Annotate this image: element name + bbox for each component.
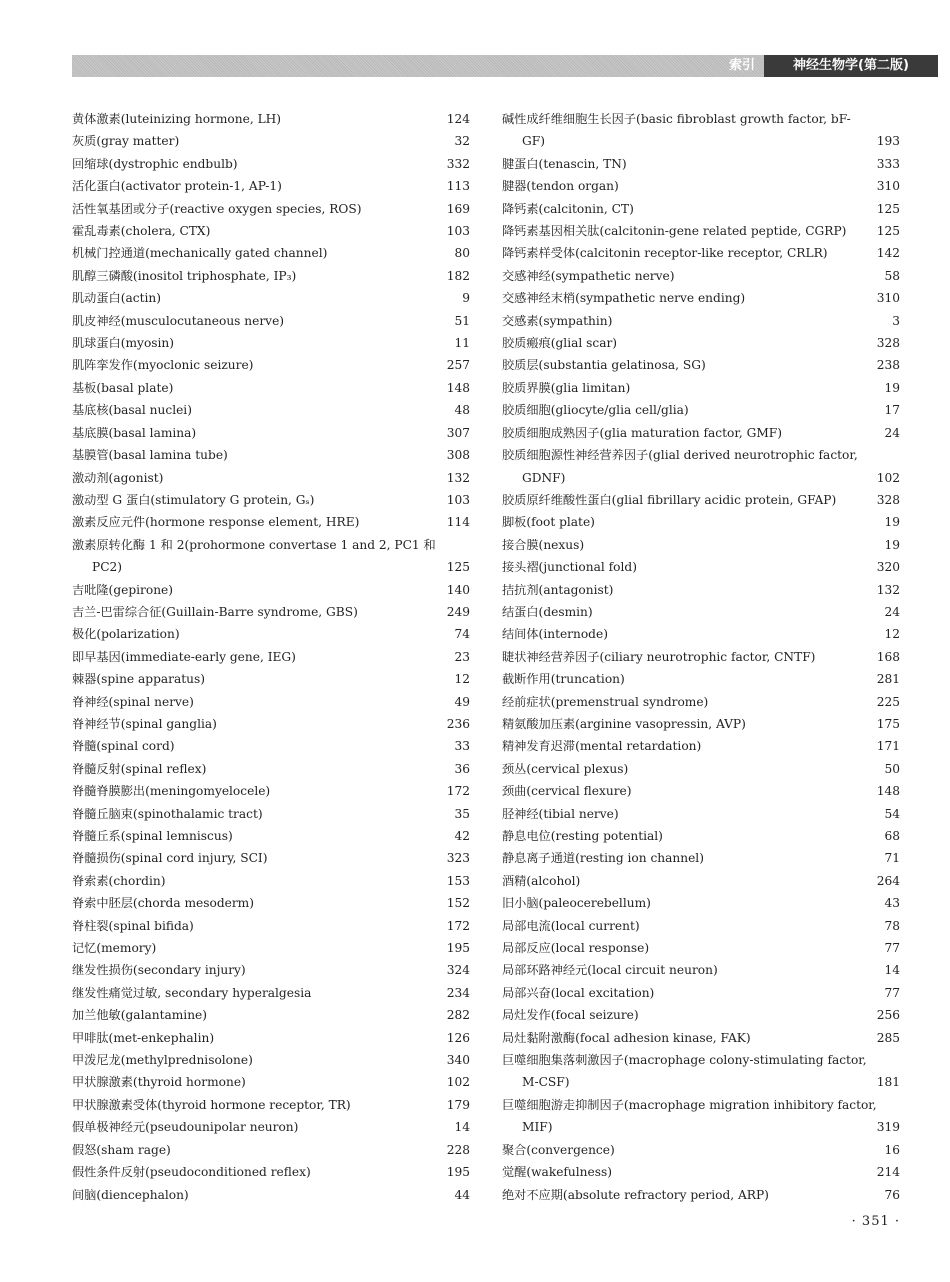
entry-term: 甲啡肽(met-enkephalin) (72, 1030, 215, 1045)
entry-page-number: 125 (446, 560, 470, 575)
entry-term: 酒精(alcohol) (502, 873, 581, 888)
entry-page-number: 132 (876, 582, 900, 597)
entry-term: 碱性成纤维细胞生长因子(basic fibroblast growth factor, bF- (502, 112, 851, 126)
entry-term-continuation: GF) (522, 134, 545, 149)
index-entry (502, 937, 900, 959)
entry-term: 腱器(tendon organ) (502, 179, 619, 194)
entry-page-number: 23 (454, 649, 470, 664)
index-entry (72, 623, 470, 645)
index-entry (502, 422, 900, 444)
entry-term: 即早基因(immediate-early gene, IEG) (72, 649, 296, 664)
entry-page-number: 132 (446, 470, 470, 485)
index-entry (72, 915, 470, 937)
index-entry (72, 691, 470, 713)
entry-term: 颈曲(cervical flexure) (502, 784, 632, 799)
entry-page-number: 126 (446, 1030, 470, 1045)
entry-page-number: 19 (884, 537, 900, 552)
index-entry (502, 713, 900, 735)
entry-term: 基底膜(basal lamina) (72, 425, 197, 440)
entry-term: 激动型 G 蛋白(stimulatory G protein, Gₛ) (72, 492, 315, 507)
index-entry (72, 332, 470, 354)
index-entry (502, 377, 900, 399)
index-entry (502, 511, 900, 533)
entry-page-number: 281 (876, 672, 900, 687)
index-entry (502, 847, 900, 869)
entry-page-number: 14 (884, 963, 900, 978)
entry-term: 巨噬细胞集落刺激因子(macrophage colony-stimulating factor, (502, 1053, 867, 1068)
entry-page-number: 68 (884, 829, 900, 843)
entry-term: 局部反应(local response) (502, 941, 650, 956)
index-entry (72, 220, 470, 242)
index-entry (502, 892, 900, 914)
entry-page-number: 153 (446, 873, 470, 888)
entry-page-number: 12 (454, 672, 470, 687)
entry-term: 激动剂(agonist) (72, 470, 164, 485)
index-entry (502, 556, 900, 578)
entry-page-number: 179 (446, 1097, 470, 1112)
entry-page-number: 236 (446, 716, 470, 731)
entry-page-number: 125 (876, 201, 900, 216)
index-entry (502, 153, 900, 175)
index-entry (502, 332, 900, 354)
index-entry (72, 713, 470, 735)
entry-term: 甲状腺激素(thyroid hormone) (72, 1075, 246, 1090)
entry-page-number: 148 (876, 784, 900, 799)
entry-term: 肌动蛋白(actin) (72, 291, 161, 306)
index-entry (72, 758, 470, 780)
entry-page-number: 36 (454, 761, 470, 776)
entry-page-number: 113 (446, 179, 470, 194)
index-entry (72, 242, 470, 264)
entry-term: 胶质层(substantia gelatinosa, SG) (502, 358, 706, 373)
entry-term: 睫状神经营养因子(ciliary neurotrophic factor, CNTF) (502, 649, 816, 664)
index-entry (502, 444, 900, 489)
entry-term: 脊髓损伤(spinal cord injury, SCI) (72, 851, 268, 866)
entry-term: 黄体激素(luteinizing hormone, LH) (72, 112, 282, 126)
entry-page-number: 102 (446, 1075, 470, 1090)
entry-page-number: 114 (446, 515, 470, 530)
index-entry (72, 377, 470, 399)
entry-term: 结间体(internode) (502, 627, 608, 642)
index-entry (502, 310, 900, 332)
entry-term: 脊髓脊膜膨出(meningomyelocele) (72, 784, 271, 799)
entry-page-number: 71 (884, 851, 900, 866)
entry-term: 回缩球(dystrophic endbulb) (72, 156, 238, 171)
entry-page-number: 181 (876, 1075, 900, 1090)
entry-page-number: 308 (446, 448, 470, 463)
entry-page-number: 17 (884, 403, 900, 418)
index-entry (72, 825, 470, 847)
entry-page-number: 320 (876, 560, 900, 575)
index-entry (502, 623, 900, 645)
index-entry (72, 937, 470, 959)
index-entry (72, 467, 470, 489)
index-entry (502, 758, 900, 780)
entry-term: 胶质细胞源性神经营养因子(glial derived neurotrophic factor, (502, 448, 858, 463)
entry-page-number: 249 (446, 604, 470, 619)
index-entry (72, 1184, 470, 1206)
entry-term: 旧小脑(paleocerebellum) (502, 896, 651, 911)
index-entry (502, 780, 900, 802)
entry-page-number: 19 (884, 380, 900, 395)
index-entry (72, 399, 470, 421)
index-entry (502, 870, 900, 892)
index-entry (72, 1004, 470, 1026)
entry-term: 腱蛋白(tenascin, TN) (502, 156, 627, 171)
entry-page-number: 32 (454, 134, 470, 149)
entry-term: 交感素(sympathin) (502, 313, 613, 328)
entry-term: 聚合(convergence) (502, 1142, 615, 1157)
index-entry (502, 108, 900, 153)
entry-page-number: 333 (876, 156, 900, 171)
entry-page-number: 148 (446, 380, 470, 395)
entry-page-number: 102 (876, 470, 900, 485)
entry-page-number: 225 (876, 694, 900, 709)
entry-term: 胶质原纤维酸性蛋白(glial fibrillary acidic protein, GFAP) (502, 492, 837, 507)
entry-page-number: 3 (892, 313, 900, 328)
index-entry (502, 489, 900, 511)
entry-page-number: 12 (884, 627, 900, 642)
entry-term: 基底核(basal nuclei) (72, 403, 192, 418)
entry-term: 结蛋白(desmin) (502, 604, 593, 619)
entry-term: 继发性痛觉过敏, secondary hyperalgesia (72, 985, 312, 1000)
entry-page-number: 328 (876, 336, 900, 351)
entry-term: 基膜管(basal lamina tube) (72, 448, 228, 463)
entry-page-number: 228 (446, 1142, 470, 1157)
entry-page-number: 257 (446, 358, 470, 373)
index-entry (72, 130, 470, 152)
entry-term: 甲状腺激素受体(thyroid hormone receptor, TR) (72, 1097, 351, 1112)
entry-term: 肌阵挛发作(myoclonic seizure) (72, 358, 254, 373)
index-entry (72, 1139, 470, 1161)
entry-page-number: 103 (446, 224, 470, 239)
index-entry (72, 310, 470, 332)
index-entry (72, 489, 470, 511)
entry-term: 肌醇三磷酸(inositol triphosphate, IP₃) (72, 268, 297, 283)
index-entry (502, 287, 900, 309)
index-entry (502, 982, 900, 1004)
entry-term: 记忆(memory) (72, 941, 157, 956)
entry-page-number: 35 (454, 806, 470, 821)
entry-page-number: 124 (446, 112, 470, 126)
entry-page-number: 169 (446, 201, 470, 216)
entry-term: 交感神经末梢(sympathetic nerve ending) (502, 291, 746, 306)
index-entry (72, 780, 470, 802)
entry-term: 巨噬细胞游走抑制因子(macrophage migration inhibitory factor, (502, 1097, 877, 1112)
entry-page-number: 171 (876, 739, 900, 754)
entry-term: 脊髓(spinal cord) (72, 739, 175, 754)
entry-page-number: 24 (884, 425, 900, 440)
entry-term: 脊髓反射(spinal reflex) (72, 761, 207, 776)
entry-term-continuation: GDNF) (522, 470, 566, 485)
entry-page-number: 340 (446, 1053, 470, 1068)
index-entry (502, 691, 900, 713)
index-entry (72, 1027, 470, 1049)
entry-page-number: 310 (876, 179, 900, 194)
entry-term: 静息电位(resting potential) (502, 829, 663, 843)
index-entry (502, 959, 900, 981)
index-entry (72, 1049, 470, 1071)
entry-page-number: 182 (446, 268, 470, 283)
entry-term: 激素反应元件(hormone response element, HRE) (72, 515, 360, 530)
entry-term: 精氨酸加压素(arginine vasopressin, AVP) (502, 716, 746, 731)
entry-term: 接头褶(junctional fold) (502, 560, 637, 575)
index-column-right (502, 108, 900, 1206)
entry-term: 胶质细胞成熟因子(glia maturation factor, GMF) (502, 425, 783, 440)
entry-term: 脊神经(spinal nerve) (72, 694, 194, 709)
entry-page-number: 49 (454, 694, 470, 709)
entry-term: 胶质细胞(gliocyte/glia cell/glia) (502, 403, 689, 418)
entry-page-number: 80 (454, 246, 470, 261)
entry-page-number: 172 (446, 784, 470, 799)
index-entry (502, 198, 900, 220)
entry-term: 局灶发作(focal seizure) (502, 1008, 639, 1023)
entry-page-number: 324 (446, 963, 470, 978)
entry-page-number: 310 (876, 291, 900, 306)
entry-term: 精神发育迟滞(mental retardation) (502, 739, 702, 754)
entry-page-number: 9 (462, 291, 470, 306)
index-entry (72, 959, 470, 981)
page-number: · 351 · (851, 1214, 900, 1229)
entry-page-number: 264 (876, 873, 900, 888)
entry-page-number: 74 (454, 627, 470, 642)
entry-page-number: 195 (446, 941, 470, 956)
entry-page-number: 11 (454, 336, 470, 351)
entry-page-number: 307 (446, 425, 470, 440)
entry-term: 脊柱裂(spinal bifida) (72, 918, 194, 933)
header-book-title: 神经生物学(第二版) (764, 55, 938, 77)
index-entry (72, 444, 470, 466)
entry-page-number: 328 (876, 492, 900, 507)
entry-term: 颈丛(cervical plexus) (502, 761, 629, 776)
entry-term: 棘器(spine apparatus) (72, 672, 206, 687)
index-entry (72, 422, 470, 444)
entry-page-number: 14 (454, 1120, 470, 1135)
entry-term: 假性条件反射(pseudoconditioned reflex) (72, 1165, 311, 1180)
entry-page-number: 16 (884, 1142, 900, 1157)
index-entry (502, 1004, 900, 1026)
index-entry (72, 1116, 470, 1138)
entry-term: 接合膜(nexus) (502, 537, 585, 552)
entry-page-number: 77 (884, 941, 900, 956)
index-entry (502, 399, 900, 421)
entry-term: 局部电流(local current) (502, 918, 640, 933)
entry-page-number: 140 (446, 582, 470, 597)
entry-term: 肌皮神经(musculocutaneous nerve) (72, 313, 285, 328)
entry-term: 假单极神经元(pseudounipolar neuron) (72, 1120, 299, 1135)
entry-term: 霍乱毒素(cholera, CTX) (72, 224, 211, 239)
entry-term: 甲泼尼龙(methylprednisolone) (72, 1053, 253, 1068)
entry-term: 吉吡隆(gepirone) (72, 582, 174, 597)
index-entry (72, 601, 470, 623)
entry-page-number: 152 (446, 896, 470, 911)
index-entry (72, 287, 470, 309)
index-entry (502, 579, 900, 601)
index-entry (72, 579, 470, 601)
index-entry (72, 198, 470, 220)
entry-term: 假怒(sham rage) (72, 1142, 171, 1157)
entry-term: 截断作用(truncation) (502, 672, 625, 687)
index-entry (502, 1139, 900, 1161)
entry-page-number: 193 (876, 134, 900, 149)
entry-page-number: 285 (876, 1030, 900, 1045)
index-entry (502, 646, 900, 668)
index-entry (502, 668, 900, 690)
entry-page-number: 48 (454, 403, 470, 418)
index-entry (72, 870, 470, 892)
index-entry (502, 265, 900, 287)
index-entry (502, 1094, 900, 1139)
entry-term: 绝对不应期(absolute refractory period, ARP) (502, 1187, 769, 1202)
header-section-label: 索引 (728, 58, 755, 73)
entry-term: 肌球蛋白(myosin) (72, 336, 175, 351)
index-entry (502, 825, 900, 847)
entry-term: 激素原转化酶 1 和 2(prohormone convertase 1 and 2, PC1 和 (72, 537, 436, 552)
index-entry (72, 1071, 470, 1093)
entry-page-number: 43 (884, 896, 900, 911)
entry-page-number: 332 (446, 156, 470, 171)
index-entry (72, 534, 470, 579)
entry-term: 胶质瘢痕(glial scar) (502, 336, 618, 351)
index-entry (72, 265, 470, 287)
entry-term: 脊神经节(spinal ganglia) (72, 716, 217, 731)
index-entry (502, 1027, 900, 1049)
index-entry (72, 511, 470, 533)
entry-term: 极化(polarization) (72, 627, 180, 642)
index-entry (72, 892, 470, 914)
index-entry (502, 354, 900, 376)
entry-page-number: 50 (884, 761, 900, 776)
index-column-left (72, 108, 470, 1206)
entry-term: 吉兰-巴雷综合征(Guillain-Barre syndrome, GBS) (72, 604, 358, 619)
entry-term: 交感神经(sympathetic nerve) (502, 268, 675, 283)
index-entry (72, 175, 470, 197)
entry-term-continuation: MIF) (522, 1120, 553, 1135)
entry-page-number: 282 (446, 1008, 470, 1023)
entry-page-number: 24 (884, 604, 900, 619)
entry-term: 基板(basal plate) (72, 380, 174, 395)
entry-term: 活性氧基团或分子(reactive oxygen species, ROS) (72, 201, 362, 216)
entry-page-number: 214 (876, 1165, 900, 1180)
index-entry (72, 354, 470, 376)
entry-page-number: 78 (884, 918, 900, 933)
entry-term: 胫神经(tibial nerve) (502, 806, 619, 821)
index-entry (502, 915, 900, 937)
entry-page-number: 42 (454, 829, 470, 843)
entry-page-number: 323 (446, 851, 470, 866)
index-entry (72, 668, 470, 690)
entry-page-number: 319 (876, 1120, 900, 1135)
entry-page-number: 256 (876, 1008, 900, 1023)
index-entry (72, 735, 470, 757)
entry-term: 降钙素样受体(calcitonin receptor-like receptor, CRLR) (502, 246, 828, 261)
entry-term: 觉醒(wakefulness) (502, 1165, 613, 1180)
index-entry (72, 646, 470, 668)
entry-page-number: 195 (446, 1165, 470, 1180)
entry-term: 机械门控通道(mechanically gated channel) (72, 246, 328, 261)
entry-term: 经前症状(premenstrual syndrome) (502, 694, 709, 709)
index-entry (72, 803, 470, 825)
entry-term: 拮抗剂(antagonist) (502, 582, 614, 597)
entry-page-number: 125 (876, 224, 900, 239)
index-entry (72, 153, 470, 175)
entry-term: 局部兴奋(local excitation) (502, 985, 655, 1000)
entry-term: 脊髓丘系(spinal lemniscus) (72, 829, 233, 843)
entry-page-number: 234 (446, 985, 470, 1000)
index-entry (502, 220, 900, 242)
entry-term: 降钙素(calcitonin, CT) (502, 201, 634, 216)
entry-page-number: 19 (884, 515, 900, 530)
entry-page-number: 54 (884, 806, 900, 821)
index-entry (502, 534, 900, 556)
entry-term: 活化蛋白(activator protein-1, AP-1) (72, 179, 282, 194)
entry-term: 脊髓丘脑束(spinothalamic tract) (72, 806, 263, 821)
entry-page-number: 58 (884, 268, 900, 283)
entry-term: 胶质界膜(glia limitan) (502, 380, 631, 395)
entry-page-number: 172 (446, 918, 470, 933)
entry-term: 静息离子通道(resting ion channel) (502, 851, 704, 866)
entry-page-number: 175 (876, 716, 900, 731)
index-entry (502, 175, 900, 197)
entry-term: 局灶黏附激酶(focal adhesion kinase, FAK) (502, 1030, 751, 1045)
index-entry (502, 242, 900, 264)
entry-term: 灰质(gray matter) (72, 134, 180, 149)
entry-term: 间脑(diencephalon) (72, 1187, 189, 1202)
entry-term: 脚板(foot plate) (502, 515, 595, 530)
entry-term: 降钙素基因相关肽(calcitonin-gene related peptide, CGRP) (502, 224, 847, 239)
index-entry (72, 108, 470, 130)
entry-page-number: 238 (876, 358, 900, 373)
index-entry (502, 803, 900, 825)
index-entry (72, 1161, 470, 1183)
entry-page-number: 168 (876, 649, 900, 664)
index-entry (502, 601, 900, 623)
entry-term: 继发性损伤(secondary injury) (72, 963, 246, 978)
entry-page-number: 44 (454, 1187, 470, 1202)
entry-term-continuation: PC2) (92, 560, 123, 575)
index-entry (72, 847, 470, 869)
entry-page-number: 76 (884, 1187, 900, 1202)
entry-term: 脊索中胚层(chorda mesoderm) (72, 896, 254, 911)
index-entry (502, 735, 900, 757)
entry-term-continuation: M-CSF) (522, 1075, 570, 1090)
index-entry (72, 982, 470, 1004)
entry-page-number: 142 (876, 246, 900, 261)
index-entry (502, 1161, 900, 1183)
entry-page-number: 77 (884, 985, 900, 1000)
index-entry (502, 1049, 900, 1094)
entry-page-number: 33 (454, 739, 470, 754)
index-entry (72, 1094, 470, 1116)
entry-term: 局部环路神经元(local circuit neuron) (502, 963, 718, 978)
entry-page-number: 103 (446, 492, 470, 507)
entry-term: 加兰他敏(galantamine) (72, 1008, 208, 1023)
index-entry (502, 1184, 900, 1206)
entry-term: 脊索素(chordin) (72, 873, 166, 888)
entry-page-number: 51 (454, 313, 470, 328)
